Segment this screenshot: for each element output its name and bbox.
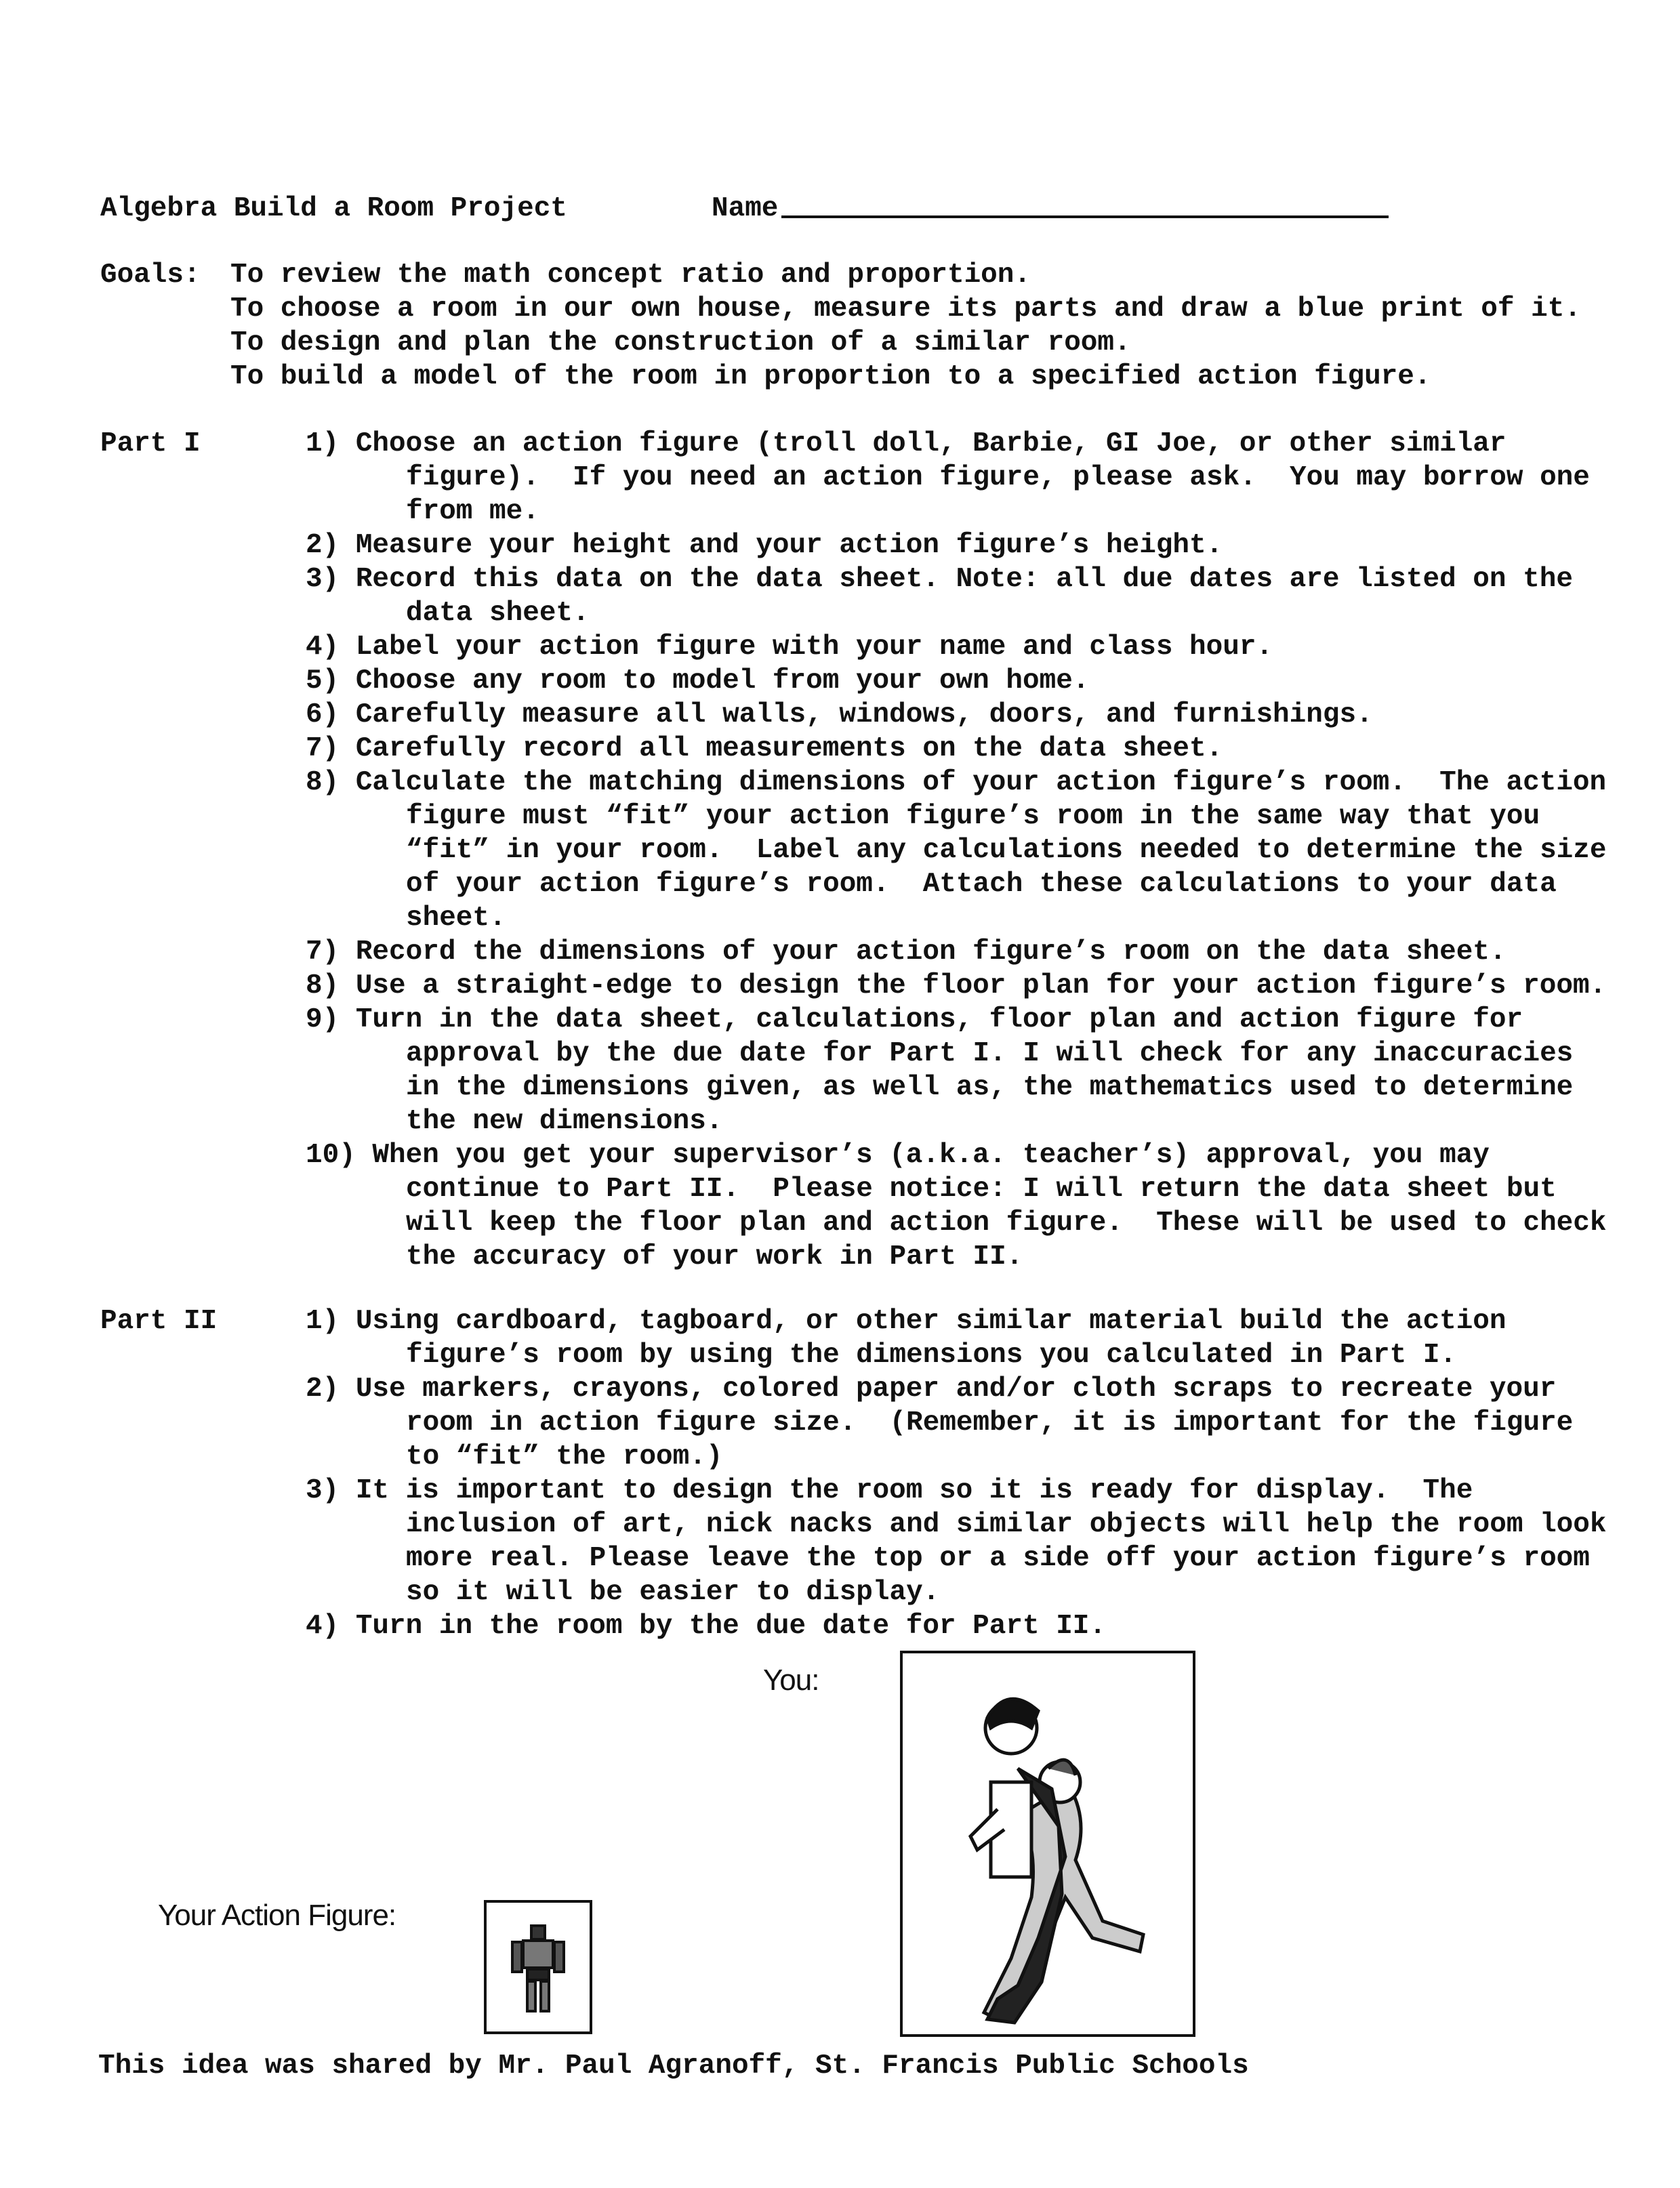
step-item [306,698,1607,732]
step-text: figure). If you need an action figure, please ask. You may borrow one [406,462,1590,493]
step-text: Calculate the matching dimensions of your action figure’s room. The action [355,767,1607,798]
step-text: Record the dimensions of your action figure’s room on the data sheet. [355,936,1507,968]
step-text: It is important to design the room so it is ready for display. The [355,1475,1473,1506]
step-text: Record this data on the data sheet. Note: all due dates are listed on the [355,564,1573,595]
part1-steps [306,427,1607,1274]
step-text: Using cardboard, tagboard, or other similar material build the action [355,1306,1507,1337]
step-number: 8) [306,767,340,798]
step-text: Choose an action figure (troll doll, Barbie, GI Joe, or other similar [355,428,1507,459]
step-text: Measure your height and your action figure’s height. [355,530,1223,561]
step-text: Carefully measure all walls, windows, doors, and furnishings. [355,699,1373,730]
step-number: 2) [306,1374,340,1405]
step-text: will keep the floor plan and action figure. These will be used to check [406,1207,1607,1239]
step-text: to “fit” the room.) [406,1441,723,1472]
step-item [306,732,1607,766]
step-text: Turn in the data sheet, calculations, floor plan and action figure for [355,1004,1523,1035]
step-number: 1) [306,428,340,459]
goal-line: To design and plan the construction of a similar room. [230,327,1131,358]
step-item [306,1474,1607,1609]
step-text: Use a straight-edge to design the floor plan for your action figure’s room. [355,970,1607,1002]
step-text: When you get your supervisor’s (a.k.a. teacher’s) approval, you may [372,1140,1490,1171]
you-figure-box [900,1651,1195,2037]
step-item [306,427,1607,529]
step-text: Label your action figure with your name and class hour. [355,632,1273,663]
step-text: in the dimensions given, as well as, the mathematics used to determine [406,1072,1574,1103]
robot-figure-illustration [487,1903,590,2031]
step-text: room in action figure size. (Remember, it is important for the figure [406,1407,1574,1439]
footer-credit: This idea was shared by Mr. Paul Agranoff, St. Francis Public Schools [98,2050,1249,2082]
step-item [306,1304,1607,1372]
step-item [306,766,1607,935]
step-text: the accuracy of your work in Part II. [406,1241,1023,1273]
step-item [306,630,1607,664]
step-number: 7) [306,733,340,764]
step-text: more real. Please leave the top or a side off your action figure’s room [406,1543,1590,1574]
step-text: so it will be easier to display. [406,1577,940,1608]
step-text: Use markers, crayons, colored paper and/or cloth scraps to recreate your [355,1374,1557,1405]
step-text: Carefully record all measurements on the data sheet. [355,733,1223,764]
step-number: 7) [306,936,340,968]
step-item [306,664,1607,698]
step-number: 6) [306,699,340,730]
part1-label: Part I [100,428,201,459]
step-text: Turn in the room by the due date for Part II. [355,1611,1107,1642]
step-number: 2) [306,530,340,561]
step-text: data sheet. [406,598,590,629]
step-item [306,1003,1607,1138]
step-text: figure must “fit” your action figure’s room in the same way that you [406,801,1540,832]
step-item [306,935,1607,969]
step-item [306,969,1607,1003]
you-label: You: [763,1664,819,1697]
document-title: Algebra Build a Room Project [100,193,567,224]
step-text: figure’s room by using the dimensions you calculated in Part I. [406,1340,1457,1371]
goal-line: To review the math concept ratio and proportion. [230,260,1031,291]
part2-label: Part II [100,1306,218,1337]
step-item [306,1609,1607,1643]
part2-steps [306,1304,1607,1643]
step-text: “fit” in your room. Label any calculations needed to determine the size [406,835,1607,866]
step-text: continue to Part II. Please notice: I will return the data sheet but [406,1174,1557,1205]
name-label: Name [712,193,779,224]
goal-line: To choose a room in our own house, measure its parts and draw a blue print of it. [230,293,1581,325]
step-text: of your action figure’s room. Attach these calculations to your data [406,869,1557,900]
step-item [306,1138,1607,1274]
step-item [306,1372,1607,1474]
step-item [306,529,1607,562]
action-figure-box [484,1900,592,2034]
step-item [306,562,1607,630]
step-text: approval by the due date for Part I. I will check for any inaccuracies [406,1038,1574,1069]
step-text: inclusion of art, nick nacks and similar objects will help the room look [406,1509,1607,1540]
step-number: 3) [306,1475,340,1506]
step-number: 3) [306,564,340,595]
step-number: 8) [306,970,340,1002]
step-number: 4) [306,1611,340,1642]
step-text: the new dimensions. [406,1106,723,1137]
step-text: Choose any room to model from your own home. [355,665,1090,697]
name-field-line[interactable] [781,215,1389,218]
goals-label: Goals: [100,260,201,291]
step-text: sheet. [406,903,506,934]
step-number: 1) [306,1306,340,1337]
step-number: 5) [306,665,340,697]
goals-list [230,258,1581,394]
step-number: 10) [306,1140,356,1171]
step-text: from me. [406,496,539,527]
runners-illustration [903,1653,1193,2034]
step-number: 4) [306,632,340,663]
step-number: 9) [306,1004,340,1035]
action-figure-label: Your Action Figure: [158,1899,396,1932]
goal-line: To build a model of the room in proportion to a specified action figure. [230,361,1431,392]
